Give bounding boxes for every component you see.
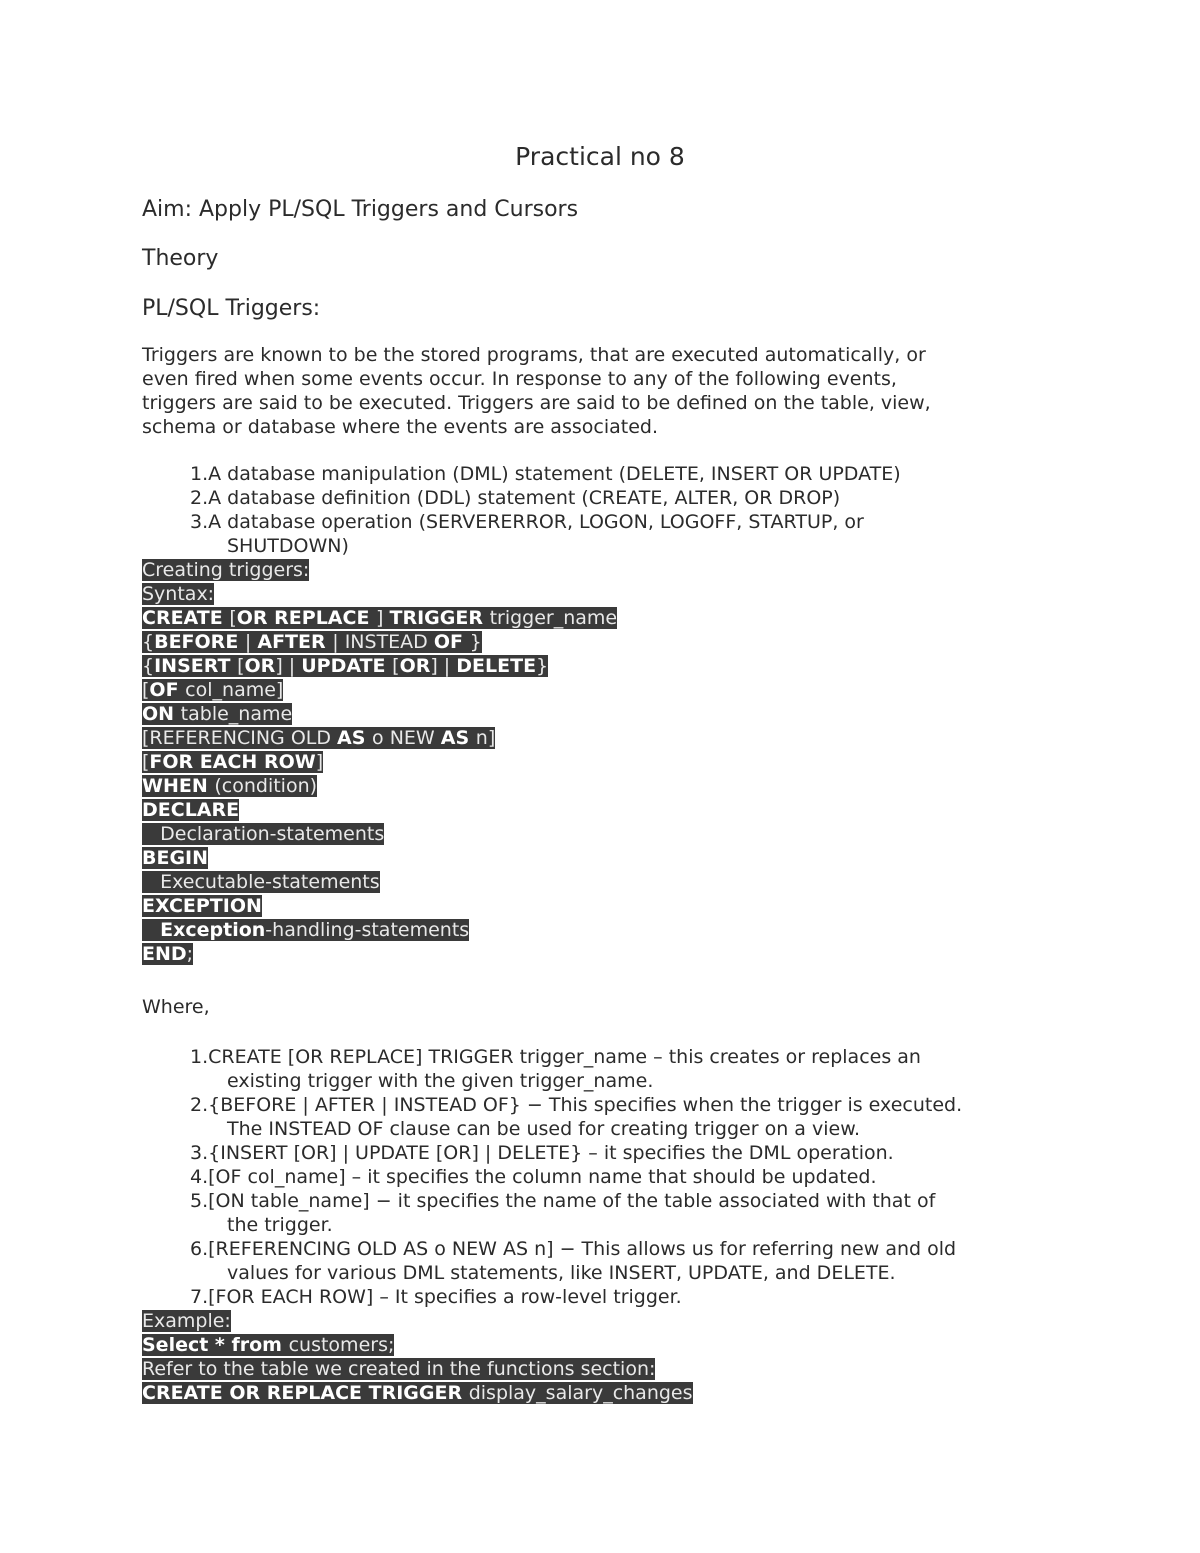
code-line: END; — [142, 943, 194, 965]
list-item: 6.[REFERENCING OLD AS o NEW AS n] − This allows us for referring new and old — [190, 1238, 957, 1260]
triggers-heading: PL/SQL Triggers: — [142, 296, 321, 321]
code-line: DECLARE — [142, 799, 240, 821]
where-label: Where, — [142, 996, 210, 1018]
code-line: Example: — [142, 1310, 231, 1332]
code-line: CREATE [OR REPLACE ] TRIGGER trigger_name — [142, 607, 618, 629]
list-item: 3.{INSERT [OR] | UPDATE [OR] | DELETE} – it specifies the DML operation. — [190, 1142, 894, 1164]
code-line: CREATE OR REPLACE TRIGGER display_salary_changes — [142, 1382, 693, 1404]
code-line: ON table_name — [142, 703, 293, 725]
code-line: Refer to the table we created in the functions section: — [142, 1358, 656, 1380]
intro-line: schema or database where the events are associated. — [142, 416, 658, 438]
page-title: Practical no 8 — [515, 142, 685, 171]
aim-heading: Aim: Apply PL/SQL Triggers and Cursors — [142, 197, 579, 222]
code-line: EXCEPTION — [142, 895, 262, 917]
code-line: Syntax: — [142, 583, 215, 605]
code-line: Creating triggers: — [142, 559, 310, 581]
code-line: BEGIN — [142, 847, 209, 869]
code-line: {INSERT [OR] | UPDATE [OR] | DELETE} — [142, 655, 549, 677]
list-item-continuation: values for various DML statements, like INSERT, UPDATE, and DELETE. — [227, 1262, 896, 1284]
code-line: Declaration-statements — [142, 823, 385, 845]
code-line: Executable-statements — [142, 871, 380, 893]
code-line: WHEN (condition) — [142, 775, 318, 797]
list-item: 1.A database manipulation (DML) statement (DELETE, INSERT OR UPDATE) — [190, 463, 901, 485]
intro-line: even fired when some events occur. In response to any of the following events, — [142, 368, 897, 390]
intro-line: triggers are said to be executed. Triggers are said to be defined on the table, view, — [142, 392, 931, 414]
clauses-list — [190, 1045, 962, 1309]
list-item: 3.A database operation (SERVERERROR, LOGON, LOGOFF, STARTUP, or — [190, 511, 864, 533]
code-line: [REFERENCING OLD AS o NEW AS n] — [142, 727, 496, 749]
code-line: {BEFORE | AFTER | INSTEAD OF } — [142, 631, 482, 653]
list-item: 2.A database definition (DDL) statement (CREATE, ALTER, OR DROP) — [190, 487, 841, 509]
example-code-block — [142, 1309, 693, 1405]
theory-heading: Theory — [142, 246, 219, 271]
code-line: [FOR EACH ROW] — [142, 751, 324, 773]
events-list — [190, 462, 901, 558]
list-item: 4.[OF col_name] – it specifies the column name that should be updated. — [190, 1166, 877, 1188]
code-line: Exception-handling-statements — [142, 919, 469, 941]
list-item-continuation: the trigger. — [227, 1214, 333, 1236]
list-item: 2.{BEFORE | AFTER | INSTEAD OF} − This specifies when the trigger is executed. — [190, 1094, 963, 1116]
code-line: [OF col_name] — [142, 679, 284, 701]
intro-line: Triggers are known to be the stored programs, that are executed automatically, or — [142, 344, 926, 366]
list-item: 7.[FOR EACH ROW] – It specifies a row-level trigger. — [190, 1286, 682, 1308]
list-item-continuation: The INSTEAD OF clause can be used for creating trigger on a view. — [227, 1118, 861, 1140]
list-item: 1.CREATE [OR REPLACE] TRIGGER trigger_name – this creates or replaces an — [190, 1046, 921, 1068]
code-line: Select * from customers; — [142, 1334, 395, 1356]
intro-paragraph — [142, 343, 1062, 439]
list-item: 5.[ON table_name] − it specifies the name of the table associated with that of — [190, 1190, 936, 1212]
list-item-continuation: existing trigger with the given trigger_name. — [227, 1070, 654, 1092]
syntax-code-block — [142, 558, 617, 966]
list-item-continuation: SHUTDOWN) — [227, 535, 349, 557]
